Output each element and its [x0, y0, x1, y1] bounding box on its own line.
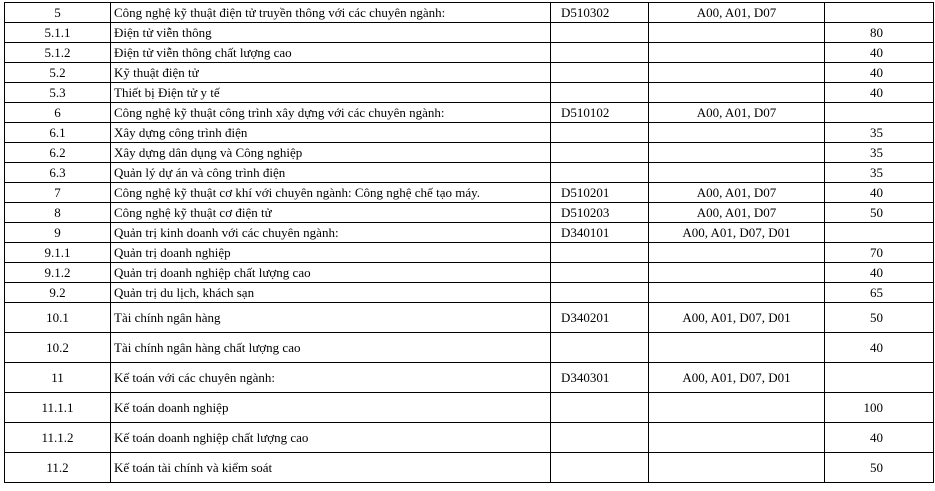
program-name: Tài chính ngân hàng — [111, 303, 551, 333]
program-name: Kế toán doanh nghiệp — [111, 393, 551, 423]
subject-combinations — [649, 43, 825, 63]
subject-combinations: A00, A01, D07, D01 — [649, 363, 825, 393]
table-row — [5, 333, 934, 363]
table-row — [5, 203, 934, 223]
row-number: 7 — [5, 183, 111, 203]
program-name: Kế toán tài chính và kiểm soát — [111, 453, 551, 483]
enrollment-quota: 40 — [825, 423, 934, 453]
subject-combinations — [649, 63, 825, 83]
program-code — [551, 63, 649, 83]
program-name: Quản trị doanh nghiệp — [111, 243, 551, 263]
program-name: Công nghệ kỹ thuật cơ điện tử — [111, 203, 551, 223]
subject-combinations — [649, 123, 825, 143]
table-row — [5, 63, 934, 83]
row-number: 10.2 — [5, 333, 111, 363]
program-code — [551, 123, 649, 143]
enrollment-quota: 40 — [825, 333, 934, 363]
subject-combinations: A00, A01, D07 — [649, 103, 825, 123]
row-number: 8 — [5, 203, 111, 223]
row-number: 5 — [5, 3, 111, 23]
table-row — [5, 453, 934, 483]
row-number: 6.2 — [5, 143, 111, 163]
row-number: 6.1 — [5, 123, 111, 143]
enrollment-quota: 35 — [825, 123, 934, 143]
program-name: Kỹ thuật điện tử — [111, 63, 551, 83]
enrollment-quota: 40 — [825, 43, 934, 63]
row-number: 11 — [5, 363, 111, 393]
row-number: 11.1.1 — [5, 393, 111, 423]
enrollment-quota: 40 — [825, 63, 934, 83]
program-name: Điện tử viễn thông — [111, 23, 551, 43]
program-code: D340301 — [551, 363, 649, 393]
row-number: 11.2 — [5, 453, 111, 483]
row-number: 9.2 — [5, 283, 111, 303]
program-code — [551, 423, 649, 453]
subject-combinations — [649, 83, 825, 103]
program-code — [551, 393, 649, 423]
program-code: D510302 — [551, 3, 649, 23]
enrollment-quota: 35 — [825, 163, 934, 183]
program-name: Công nghệ kỹ thuật cơ khí với chuyên ngành: Công nghệ chế tạo máy. — [111, 183, 551, 203]
subject-combinations — [649, 393, 825, 423]
program-code: D510102 — [551, 103, 649, 123]
row-number: 5.1.1 — [5, 23, 111, 43]
enrollment-quota: 100 — [825, 393, 934, 423]
program-code — [551, 163, 649, 183]
subject-combinations: A00, A01, D07, D01 — [649, 303, 825, 333]
enrollment-quota: 50 — [825, 203, 934, 223]
subject-combinations — [649, 263, 825, 283]
enrollment-quota: 70 — [825, 243, 934, 263]
program-code — [551, 243, 649, 263]
table-row — [5, 393, 934, 423]
table-row — [5, 43, 934, 63]
program-name: Tài chính ngân hàng chất lượng cao — [111, 333, 551, 363]
admissions-table — [4, 2, 934, 483]
enrollment-quota: 50 — [825, 453, 934, 483]
program-name: Quản lý dự án và công trình điện — [111, 163, 551, 183]
subject-combinations — [649, 423, 825, 453]
program-name: Quản trị doanh nghiệp chất lượng cao — [111, 263, 551, 283]
table-row — [5, 143, 934, 163]
program-code: D510201 — [551, 183, 649, 203]
subject-combinations — [649, 143, 825, 163]
program-name: Công nghệ kỹ thuật công trình xây dựng với các chuyên ngành: — [111, 103, 551, 123]
program-name: Công nghệ kỹ thuật điện tử truyền thông với các chuyên ngành: — [111, 3, 551, 23]
program-name: Xây dựng dân dụng và Công nghiệp — [111, 143, 551, 163]
program-name: Quản trị kinh doanh với các chuyên ngành: — [111, 223, 551, 243]
subject-combinations: A00, A01, D07 — [649, 3, 825, 23]
enrollment-quota: 80 — [825, 23, 934, 43]
row-number: 5.1.2 — [5, 43, 111, 63]
program-code — [551, 83, 649, 103]
program-code — [551, 23, 649, 43]
program-code — [551, 263, 649, 283]
table-row — [5, 83, 934, 103]
row-number: 6 — [5, 103, 111, 123]
subject-combinations — [649, 453, 825, 483]
enrollment-quota: 40 — [825, 263, 934, 283]
table-row — [5, 283, 934, 303]
table-row — [5, 423, 934, 453]
table-row — [5, 163, 934, 183]
program-name: Kế toán doanh nghiệp chất lượng cao — [111, 423, 551, 453]
row-number: 10.1 — [5, 303, 111, 333]
table-row — [5, 23, 934, 43]
row-number: 5.3 — [5, 83, 111, 103]
table-row — [5, 3, 934, 23]
table-row — [5, 183, 934, 203]
table-row — [5, 103, 934, 123]
row-number: 11.1.2 — [5, 423, 111, 453]
row-number: 9 — [5, 223, 111, 243]
subject-combinations — [649, 163, 825, 183]
enrollment-quota — [825, 103, 934, 123]
program-code — [551, 143, 649, 163]
table-row — [5, 123, 934, 143]
subject-combinations: A00, A01, D07, D01 — [649, 223, 825, 243]
program-name: Quản trị du lịch, khách sạn — [111, 283, 551, 303]
program-name: Thiết bị Điện tử y tế — [111, 83, 551, 103]
program-name: Kế toán với các chuyên ngành: — [111, 363, 551, 393]
table-row — [5, 223, 934, 243]
enrollment-quota — [825, 223, 934, 243]
table-row — [5, 363, 934, 393]
row-number: 6.3 — [5, 163, 111, 183]
program-code: D340101 — [551, 223, 649, 243]
enrollment-quota: 40 — [825, 83, 934, 103]
program-name: Xây dựng công trình điện — [111, 123, 551, 143]
table-row — [5, 243, 934, 263]
row-number: 9.1.1 — [5, 243, 111, 263]
enrollment-quota: 50 — [825, 303, 934, 333]
table-row — [5, 303, 934, 333]
table-row — [5, 263, 934, 283]
row-number: 5.2 — [5, 63, 111, 83]
enrollment-quota: 35 — [825, 143, 934, 163]
enrollment-quota: 40 — [825, 183, 934, 203]
subject-combinations: A00, A01, D07 — [649, 183, 825, 203]
enrollment-quota — [825, 363, 934, 393]
program-name: Điện tử viễn thông chất lượng cao — [111, 43, 551, 63]
program-code: D510203 — [551, 203, 649, 223]
subject-combinations — [649, 23, 825, 43]
subject-combinations — [649, 243, 825, 263]
subject-combinations: A00, A01, D07 — [649, 203, 825, 223]
row-number: 9.1.2 — [5, 263, 111, 283]
admissions-table-body — [5, 3, 934, 483]
enrollment-quota — [825, 3, 934, 23]
subject-combinations — [649, 333, 825, 363]
program-code — [551, 453, 649, 483]
program-code: D340201 — [551, 303, 649, 333]
subject-combinations — [649, 283, 825, 303]
program-code — [551, 43, 649, 63]
program-code — [551, 333, 649, 363]
program-code — [551, 283, 649, 303]
enrollment-quota: 65 — [825, 283, 934, 303]
